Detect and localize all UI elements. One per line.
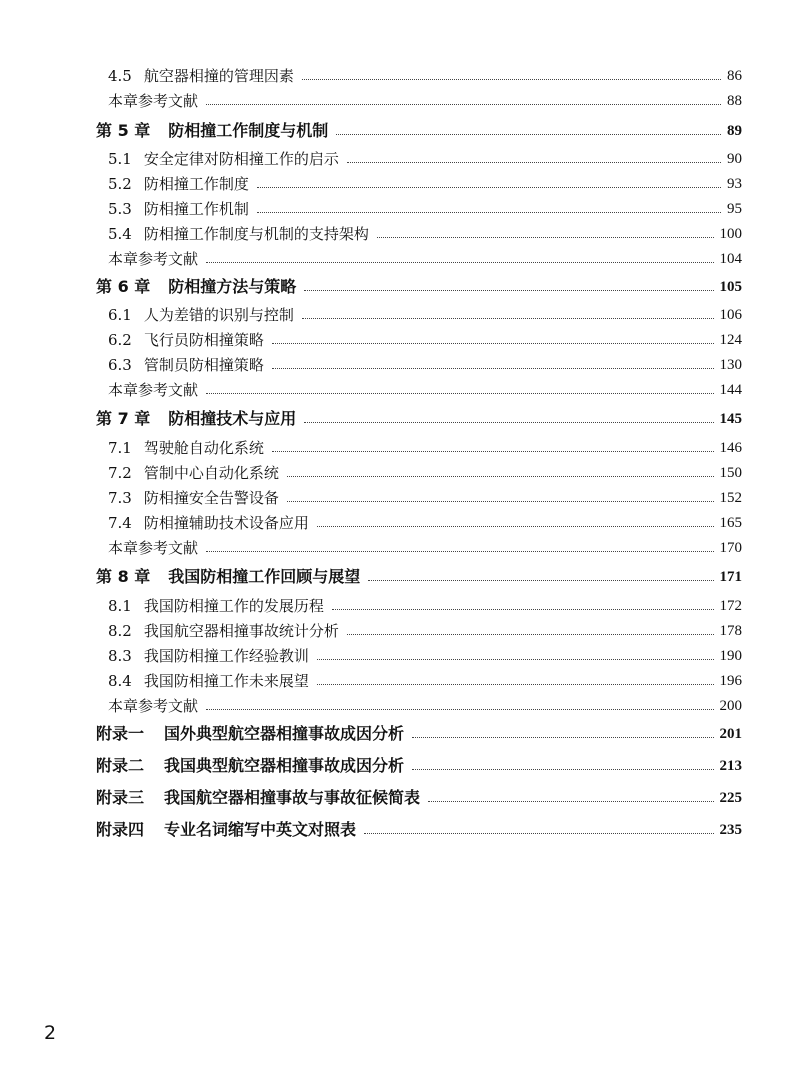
toc-section-entry[interactable] [108,218,742,242]
toc-leader-dots [317,684,714,685]
toc-page-number: 89 [727,123,742,139]
toc-entry-number: 附录二 [96,756,145,775]
toc-entry-number: 7.3 [108,489,132,507]
toc-page-number: 88 [727,93,742,109]
toc-leader-dots [287,476,714,477]
toc-leader-dots [304,290,713,291]
toc-entry-title: 专业名词缩写中英文对照表 [164,820,357,839]
toc-leader-dots [302,79,721,80]
toc-entry-number: 7.4 [108,514,132,532]
toc-page-number: 235 [719,822,742,838]
toc-page-number: 200 [719,698,742,714]
toc-entry-number: 4.5 [108,67,132,85]
toc-page-number: 201 [719,726,742,742]
toc-entry-title: 我国航空器相撞事故统计分析 [143,622,339,640]
toc-page-number: 150 [719,465,742,481]
toc-page-number: 178 [719,623,742,639]
toc-page-number: 130 [719,357,742,373]
toc-entry-title: 本章参考文献 [108,539,199,557]
toc-page-number: 90 [727,151,742,167]
toc-entry-number: 第 7 章 [96,409,151,428]
toc-references-entry[interactable] [108,85,742,109]
toc-references-entry[interactable] [108,690,742,714]
toc-section-entry[interactable] [108,457,742,481]
toc-section-entry[interactable] [108,615,742,639]
toc-leader-dots [206,393,713,394]
toc-page-number: 95 [727,201,742,217]
toc-entry-number: 附录一 [96,724,145,743]
toc-page-number: 146 [719,440,742,456]
toc-section-entry[interactable] [108,193,742,217]
toc-entry-title: 飞行员防相撞策略 [143,331,264,349]
toc-section-entry[interactable] [108,299,742,323]
toc-appendix-entry[interactable] [96,814,742,838]
toc-entry-number: 7.2 [108,464,132,482]
toc-page-number: 165 [719,515,742,531]
toc-leader-dots [206,262,713,263]
toc-entry-title: 国外典型航空器相撞事故成因分析 [164,724,405,743]
toc-entry-title: 本章参考文献 [108,697,199,715]
toc-references-entry[interactable] [108,374,742,398]
toc-entry-number: 8.2 [108,622,132,640]
toc-appendix-entry[interactable] [96,750,742,774]
toc-section-entry[interactable] [108,432,742,456]
toc-entry-title: 管制员防相撞策略 [143,356,264,374]
toc-entry-number: 8.1 [108,597,132,615]
toc-leader-dots [347,162,721,163]
toc-page-number: 93 [727,176,742,192]
toc-entry-number: 6.3 [108,356,132,374]
toc-entry-number: 第 5 章 [96,121,151,140]
toc-entry-title: 防相撞工作制度 [143,175,249,193]
toc-leader-dots [206,104,721,105]
toc-entry-title: 防相撞辅助技术设备应用 [143,514,309,532]
toc-leader-dots [347,634,714,635]
toc-leader-dots [368,580,713,581]
toc-leader-dots [304,422,713,423]
toc-section-entry[interactable] [108,60,742,84]
toc-entry-title: 防相撞工作制度与机制 [168,121,329,140]
toc-section-entry[interactable] [108,590,742,614]
toc-page-number: 170 [719,540,742,556]
toc-entry-title: 我国防相撞工作未来展望 [143,672,309,690]
toc-entry-title: 驾驶舱自动化系统 [143,439,264,457]
toc-leader-dots [377,237,714,238]
toc-page-number: 145 [719,411,742,427]
toc-section-entry[interactable] [108,168,742,192]
toc-entry-title: 安全定律对防相撞工作的启示 [143,150,339,168]
toc-leader-dots [412,737,713,738]
toc-page-number: 152 [719,490,742,506]
toc-entry-title: 管制中心自动化系统 [143,464,279,482]
toc-leader-dots [317,659,714,660]
toc-leader-dots [272,451,714,452]
toc-entry-number: 8.3 [108,647,132,665]
toc-leader-dots [302,318,714,319]
toc-entry-title: 防相撞安全告警设备 [143,489,279,507]
toc-entry-title: 本章参考文献 [108,381,199,399]
toc-section-entry[interactable] [108,324,742,348]
toc-page-number: 106 [719,307,742,323]
toc-appendix-entry[interactable] [96,718,742,742]
toc-entry-number: 6.1 [108,306,132,324]
toc-entry-title: 我国防相撞工作回顾与展望 [168,567,361,586]
toc-entry-number: 7.1 [108,439,132,457]
toc-entry-number: 5.4 [108,225,132,243]
toc-leader-dots [257,187,721,188]
toc-references-entry[interactable] [108,532,742,556]
toc-entry-title: 我国防相撞工作经验教训 [143,647,309,665]
toc-section-entry[interactable] [108,349,742,373]
toc-entry-number: 第 6 章 [96,277,151,296]
toc-entry-title: 人为差错的识别与控制 [143,306,294,324]
toc-entry-title: 我国防相撞工作的发展历程 [143,597,324,615]
toc-section-entry[interactable] [108,482,742,506]
toc-page-number: 86 [727,68,742,84]
toc-chapter-entry[interactable] [96,271,742,295]
toc-entry-number: 5.2 [108,175,132,193]
toc-leader-dots [272,343,714,344]
toc-leader-dots [412,769,713,770]
toc-section-entry[interactable] [108,507,742,531]
toc-section-entry[interactable] [108,640,742,664]
toc-entry-number: 附录四 [96,820,145,839]
toc-leader-dots [428,801,713,802]
toc-entry-title: 我国航空器相撞事故与事故征候简表 [164,788,421,807]
toc-references-entry[interactable] [108,243,742,267]
toc-appendix-entry[interactable] [96,782,742,806]
toc-entry-title: 本章参考文献 [108,250,199,268]
page-number: 2 [44,1022,57,1044]
toc-entry-number: 第 8 章 [96,567,151,586]
toc-entry-title: 防相撞工作制度与机制的支持架构 [143,225,369,243]
toc-entry-title: 防相撞工作机制 [143,200,249,218]
toc-leader-dots [206,709,713,710]
toc-leader-dots [206,551,713,552]
toc-leader-dots [257,212,721,213]
toc-entry-title: 本章参考文献 [108,92,199,110]
toc-page-number: 196 [719,673,742,689]
toc-section-entry[interactable] [108,143,742,167]
toc-leader-dots [332,609,714,610]
toc-chapter-entry[interactable] [96,403,742,427]
toc-leader-dots [287,501,714,502]
toc-entry-number: 8.4 [108,672,132,690]
toc-entry-title: 防相撞技术与应用 [168,409,297,428]
toc-page-number: 104 [719,251,742,267]
toc-chapter-entry[interactable] [96,115,742,139]
toc-entry-number: 6.2 [108,331,132,349]
toc-page-number: 124 [719,332,742,348]
toc-chapter-entry[interactable] [96,561,742,585]
toc-page-number: 105 [719,279,742,295]
toc-page-number: 190 [719,648,742,664]
toc-entry-number: 5.1 [108,150,132,168]
toc-page-number: 144 [719,382,742,398]
toc-entry-number: 附录三 [96,788,145,807]
toc-entry-number: 5.3 [108,200,132,218]
toc-section-entry[interactable] [108,665,742,689]
toc-leader-dots [336,134,721,135]
toc-leader-dots [272,368,714,369]
toc-page-number: 225 [719,790,742,806]
toc-entry-title: 我国典型航空器相撞事故成因分析 [164,756,405,775]
toc-entry-title: 航空器相撞的管理因素 [143,67,294,85]
toc-entry-title: 防相撞方法与策略 [168,277,297,296]
toc-page-number: 100 [719,226,742,242]
toc-page-number: 172 [719,598,742,614]
toc-leader-dots [364,833,713,834]
toc-page-number: 213 [719,758,742,774]
toc-leader-dots [317,526,714,527]
toc-page-number: 171 [719,569,742,585]
